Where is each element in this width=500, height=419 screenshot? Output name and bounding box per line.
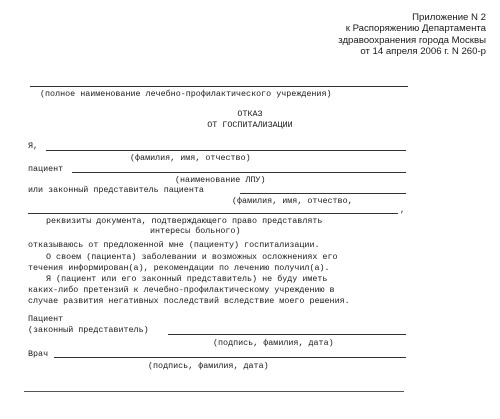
appendix-line-2: к Распоряжению Департамента: [345, 23, 486, 35]
paragraph-2-line-1: Я (пациент или его законный представитель) не буду иметь: [46, 274, 328, 284]
paragraph-2-line-2: каких-либо претензий к лечебно-профилактическому учреждению в: [28, 285, 335, 295]
appendix-header: [338, 12, 486, 58]
patient-signature-field[interactable]: [168, 334, 406, 335]
form-title-line-1: ОТКАЗ: [237, 109, 263, 119]
fio-hint: (фамилия, имя, отчество): [130, 153, 251, 163]
representative-signature-label: (законный представитель): [28, 325, 149, 335]
fio-field[interactable]: [46, 150, 406, 151]
representative-label: или законный представитель пациента: [28, 185, 204, 195]
document-hint-line-1: реквизиты документа, подтверждающего право представлять: [46, 216, 323, 226]
representative-field[interactable]: [240, 193, 406, 194]
paragraph-1-line-1: О своем (пациента) заболевании и возможных осложнениях его: [46, 252, 338, 262]
appendix-line-4: от 14 апреля 2006 г. N 260-р: [360, 46, 486, 58]
document-field[interactable]: [28, 213, 398, 214]
form-title-line-2: ОТ ГОСПИТАЛИЗАЦИИ: [207, 120, 293, 130]
institution-field[interactable]: [30, 86, 408, 87]
lpu-field[interactable]: [72, 172, 406, 173]
paragraph-2-line-3: случае развития негативных последствий вследствие моего решения.: [28, 296, 350, 306]
appendix-line-3: здравоохранения города Москвы: [338, 34, 486, 46]
patient-signature-hint: (подпись, фамилия, дата): [213, 338, 334, 348]
doctor-signature-hint: (подпись, фамилия, дата): [148, 361, 269, 371]
comma: ,: [400, 205, 406, 215]
refuse-statement: отказываюсь от предложенной мне (пациенту) госпитализации.: [28, 240, 320, 250]
patient-signature-label: Пациент: [28, 314, 64, 324]
patient-label: пациент: [28, 164, 64, 174]
representative-fio-hint: (фамилия, имя, отчество,: [232, 196, 353, 206]
doctor-signature-field[interactable]: [54, 357, 406, 358]
paragraph-1-line-2: течения информирован(а), рекомендации по лечению получил(а).: [28, 263, 330, 273]
bottom-rule: [24, 391, 404, 392]
doctor-label: Врач: [28, 349, 49, 359]
institution-hint: (полное наименование лечебно-профилактического учреждения): [40, 89, 332, 99]
i-label: Я,: [28, 141, 39, 151]
document-hint-line-2: интересы больного): [150, 226, 241, 236]
lpu-hint: (наименование ЛПУ): [175, 175, 266, 185]
appendix-line-1: Приложение N 2: [412, 12, 486, 23]
